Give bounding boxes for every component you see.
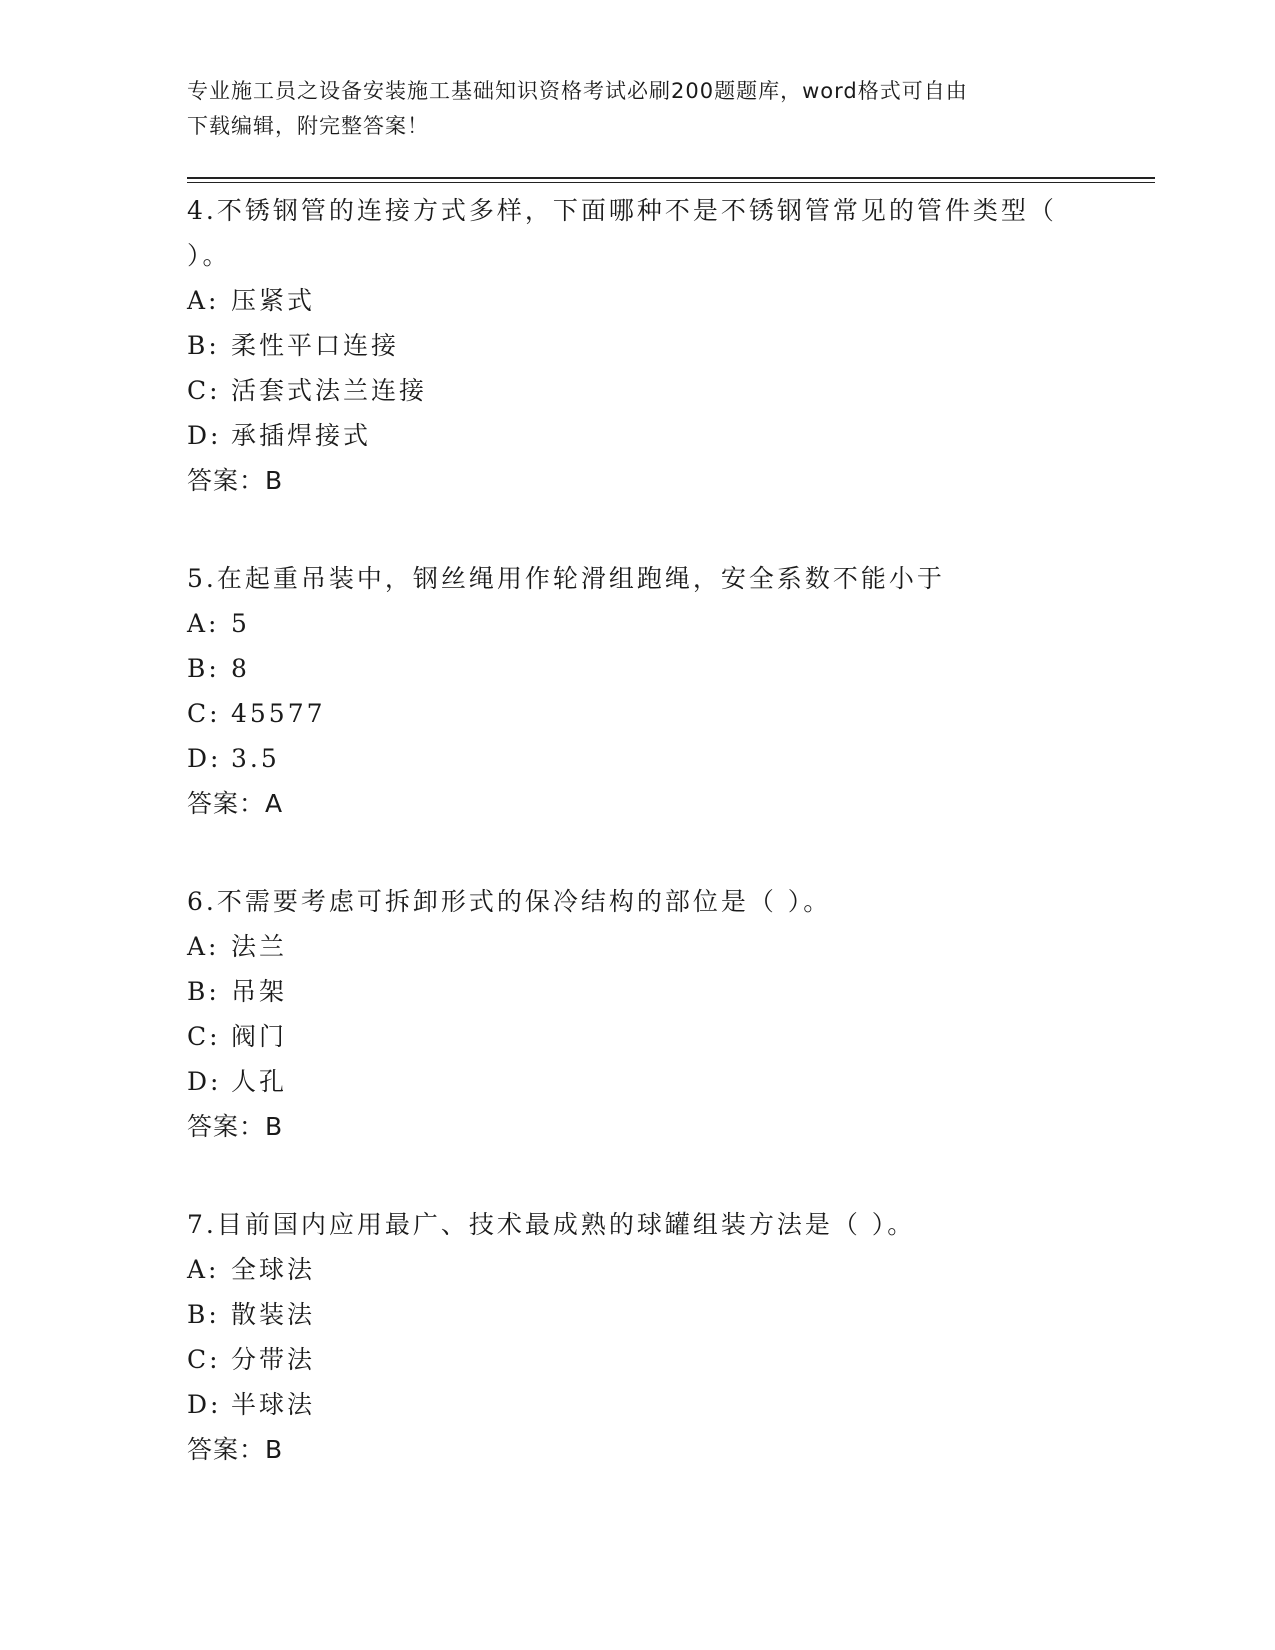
question-7 — [187, 1202, 1155, 1472]
option-text: 45577 — [231, 699, 326, 728]
option-letter: C: — [187, 699, 221, 728]
option-letter: D: — [187, 1390, 222, 1419]
option-b — [187, 323, 1155, 368]
option-d — [187, 413, 1155, 458]
question-stem: 4.不锈钢管的连接方式多样，下面哪种不是不锈钢管常见的管件类型（ ）。 — [187, 196, 1057, 270]
option-letter: B: — [187, 331, 220, 360]
option-d — [187, 1382, 1155, 1427]
option-text: 3.5 — [231, 744, 280, 773]
option-letter: C: — [187, 1022, 221, 1051]
option-a — [187, 924, 1155, 969]
answer-line: 答案：B — [187, 1435, 284, 1464]
option-text: 8 — [231, 654, 250, 683]
option-letter: C: — [187, 376, 221, 405]
question-6 — [187, 879, 1155, 1149]
option-a — [187, 1247, 1155, 1292]
option-text: 压紧式 — [231, 286, 316, 315]
option-text: 半球法 — [231, 1390, 316, 1419]
option-letter: B: — [187, 1300, 220, 1329]
question-spacer — [187, 826, 1155, 879]
question-stem: 6.不需要考虑可拆卸形式的保冷结构的部位是（ ）。 — [187, 887, 832, 916]
option-text: 活套式法兰连接 — [231, 376, 428, 405]
question-5 — [187, 556, 1155, 826]
option-a — [187, 601, 1155, 646]
question-list — [187, 188, 1155, 1472]
answer-line: 答案：A — [187, 789, 284, 818]
option-letter: A: — [187, 609, 220, 638]
option-d — [187, 1059, 1155, 1104]
option-b — [187, 969, 1155, 1014]
option-letter: A: — [187, 1255, 220, 1284]
option-text: 承插焊接式 — [231, 421, 372, 450]
option-b — [187, 646, 1155, 691]
option-letter: C: — [187, 1345, 221, 1374]
header-divider-thin — [187, 182, 1155, 183]
option-text: 法兰 — [231, 932, 288, 961]
question-spacer — [187, 1149, 1155, 1202]
option-d — [187, 736, 1155, 781]
option-b — [187, 1292, 1155, 1337]
question-4 — [187, 188, 1155, 503]
option-letter: D: — [187, 421, 222, 450]
option-text: 5 — [231, 609, 250, 638]
option-text: 散装法 — [231, 1300, 316, 1329]
answer-line: 答案：B — [187, 466, 284, 495]
option-c — [187, 691, 1155, 736]
option-text: 吊架 — [231, 977, 288, 1006]
option-text: 分带法 — [231, 1345, 316, 1374]
question-spacer — [187, 503, 1155, 556]
option-text: 柔性平口连接 — [231, 331, 400, 360]
option-text: 全球法 — [231, 1255, 316, 1284]
option-c — [187, 1014, 1155, 1059]
option-letter: B: — [187, 654, 220, 683]
option-text: 人孔 — [231, 1067, 288, 1096]
question-stem: 5.在起重吊装中，钢丝绳用作轮滑组跑绳，安全系数不能小于 — [187, 564, 945, 593]
option-c — [187, 1337, 1155, 1382]
document-header — [187, 74, 1067, 144]
option-letter: A: — [187, 286, 220, 315]
option-a — [187, 278, 1155, 323]
header-line-2: 下载编辑，附完整答案！ — [187, 114, 429, 138]
option-letter: A: — [187, 932, 220, 961]
question-stem: 7.目前国内应用最广、技术最成熟的球罐组装方法是（ ）。 — [187, 1210, 916, 1239]
answer-line: 答案：B — [187, 1112, 284, 1141]
header-divider-thick — [187, 177, 1155, 179]
option-letter: B: — [187, 977, 220, 1006]
option-letter: D: — [187, 744, 222, 773]
option-c — [187, 368, 1155, 413]
header-line-1: 专业施工员之设备安装施工基础知识资格考试必刷200题题库，word格式可自由 — [187, 79, 968, 103]
option-text: 阀门 — [231, 1022, 288, 1051]
option-letter: D: — [187, 1067, 222, 1096]
